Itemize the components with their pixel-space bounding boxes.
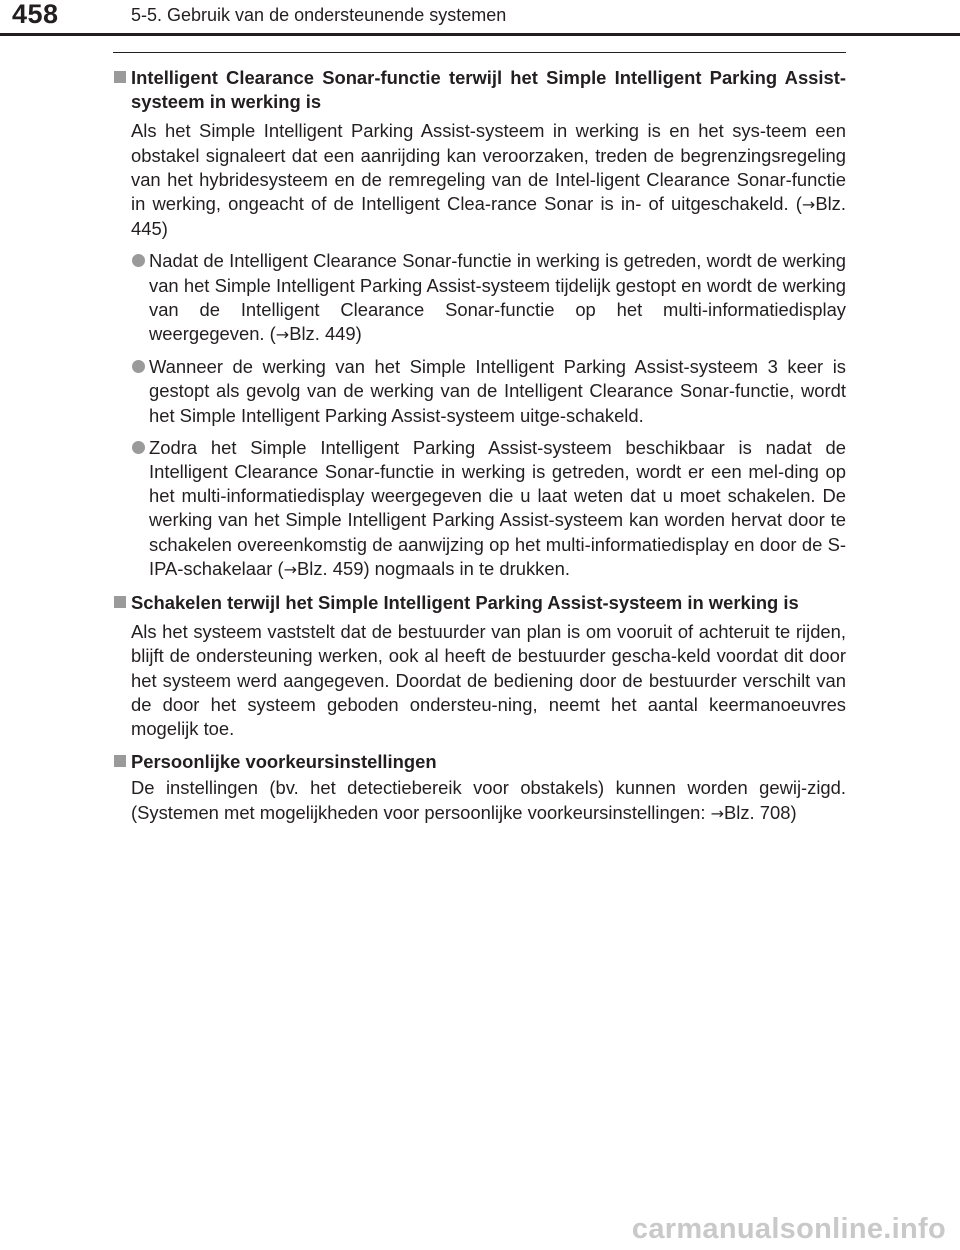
list-text-end: ) [355, 323, 362, 345]
arrow-right-icon: → [710, 803, 724, 823]
list-item-text [149, 436, 846, 582]
page-reference[interactable]: Blz. 459 [296, 557, 364, 579]
list-text: Nadat de Intelligent Clearance Sonar-functie in werking is getreden, wordt de werking van het Simple Intelligent Parking Assist-systeem tijdelijk gestopt en wordt de werking van de Intelligent Clearance Sonar-functie op het multi-informatiedisplay weergegeven. ( [149, 250, 846, 345]
round-bullet-icon [131, 436, 149, 582]
section-intelligent-clearance-sonar [113, 66, 846, 582]
header-rule [0, 33, 960, 36]
round-bullet-icon [131, 355, 149, 428]
page-content [113, 66, 846, 835]
section-heading [113, 750, 846, 774]
list-item-text: Wanneer de werking van het Simple Intelligent Parking Assist-systeem 3 keer is gestopt als gevolg van de werking van de Intelligent Clearance Sonar-functie, wordt het Simple Intelligent Parking Assist-systeem uitge-schakeld. [149, 356, 846, 426]
chapter-title: 5-5. Gebruik van de ondersteunende systemen [131, 5, 507, 25]
section-title: Intelligent Clearance Sonar-functie terwijl het Simple Intelligent Parking Assist-systeem in werking is [131, 67, 846, 113]
watermark: carmanualsonline.info [631, 1213, 946, 1245]
content-top-rule [113, 52, 846, 53]
paragraph-text-end: ) [161, 218, 168, 240]
section-heading [113, 66, 846, 114]
section-heading [113, 591, 846, 615]
list-item [131, 355, 846, 428]
section-paragraph [131, 776, 846, 825]
arrow-right-icon: → [275, 325, 290, 345]
section-schakelen [113, 591, 846, 741]
paragraph-text: Als het Simple Intelligent Parking Assist-systeem in werking is en het sys-teem een obstakel signaleert dat een aanrijding kan veroorzaken, treden de begrenzingsregeling van het hybridesysteem en de remregeling van de Intel-ligent Clearance Sonar-functie in werking, ongeacht of de Intelligent Clea-rance Sonar is in- of uitgeschakeld. ( [131, 120, 846, 215]
arrow-right-icon: → [801, 195, 816, 215]
paragraph-text: De instellingen (bv. het detectiebereik voor obstakels) kunnen worden gewij-zigd. (Systemen met mogelijkheden voor persoonlijke voorkeursinstellingen: [131, 777, 846, 823]
page-reference[interactable]: Blz. 445 [131, 193, 846, 240]
page-reference[interactable]: Blz. 449 [289, 323, 356, 345]
section-paragraph: Als het systeem vaststelt dat de bestuurder van plan is om vooruit of achteruit te rijden, blijft de ondersteuning werken, ook al heeft de bestuurder gescha-keld voordat dit door het systeem werd aangegeven. Doordat de bediening door de bestuurder verschilt van de door het systeem geboden ondersteu-ning, neemt het aantal keermanoeuvres mogelijk toe. [131, 621, 846, 740]
paragraph-text-end: ) [790, 801, 797, 823]
section-paragraph [131, 119, 846, 241]
section-persoonlijke-voorkeursinstellingen [113, 750, 846, 826]
square-bullet-icon [113, 66, 131, 114]
list-item-text [149, 249, 846, 347]
page-header [0, 0, 960, 30]
round-bullet-icon [131, 249, 149, 347]
page-number: 458 [12, 0, 59, 29]
section-title: Schakelen terwijl het Simple Intelligent Parking Assist-systeem in werking is [131, 592, 799, 614]
list-item [131, 436, 846, 582]
list-item [131, 249, 846, 347]
arrow-right-icon: → [283, 559, 297, 579]
section-title: Persoonlijke voorkeursinstellingen [131, 751, 437, 773]
page-reference[interactable]: Blz. 708 [724, 801, 791, 823]
square-bullet-icon [113, 750, 131, 774]
square-bullet-icon [113, 591, 131, 615]
list-text-end: ) nogmaals in te drukken. [363, 557, 570, 579]
list-text: Zodra het Simple Intelligent Parking Assist-systeem beschikbaar is nadat de Intelligent Clearance Sonar-functie in werking is getreden, wordt er een mel-ding op het multi-informatiedisplay weergegeven die u laat weten dat u moet schakelen. De werking van het Simple Intelligent Parking Assist-systeem kan worden hervat door te schakelen overeenkomstig de aanwijzing op het multi-informatiedisplay en door de S-IPA-schakelaar ( [149, 436, 846, 579]
